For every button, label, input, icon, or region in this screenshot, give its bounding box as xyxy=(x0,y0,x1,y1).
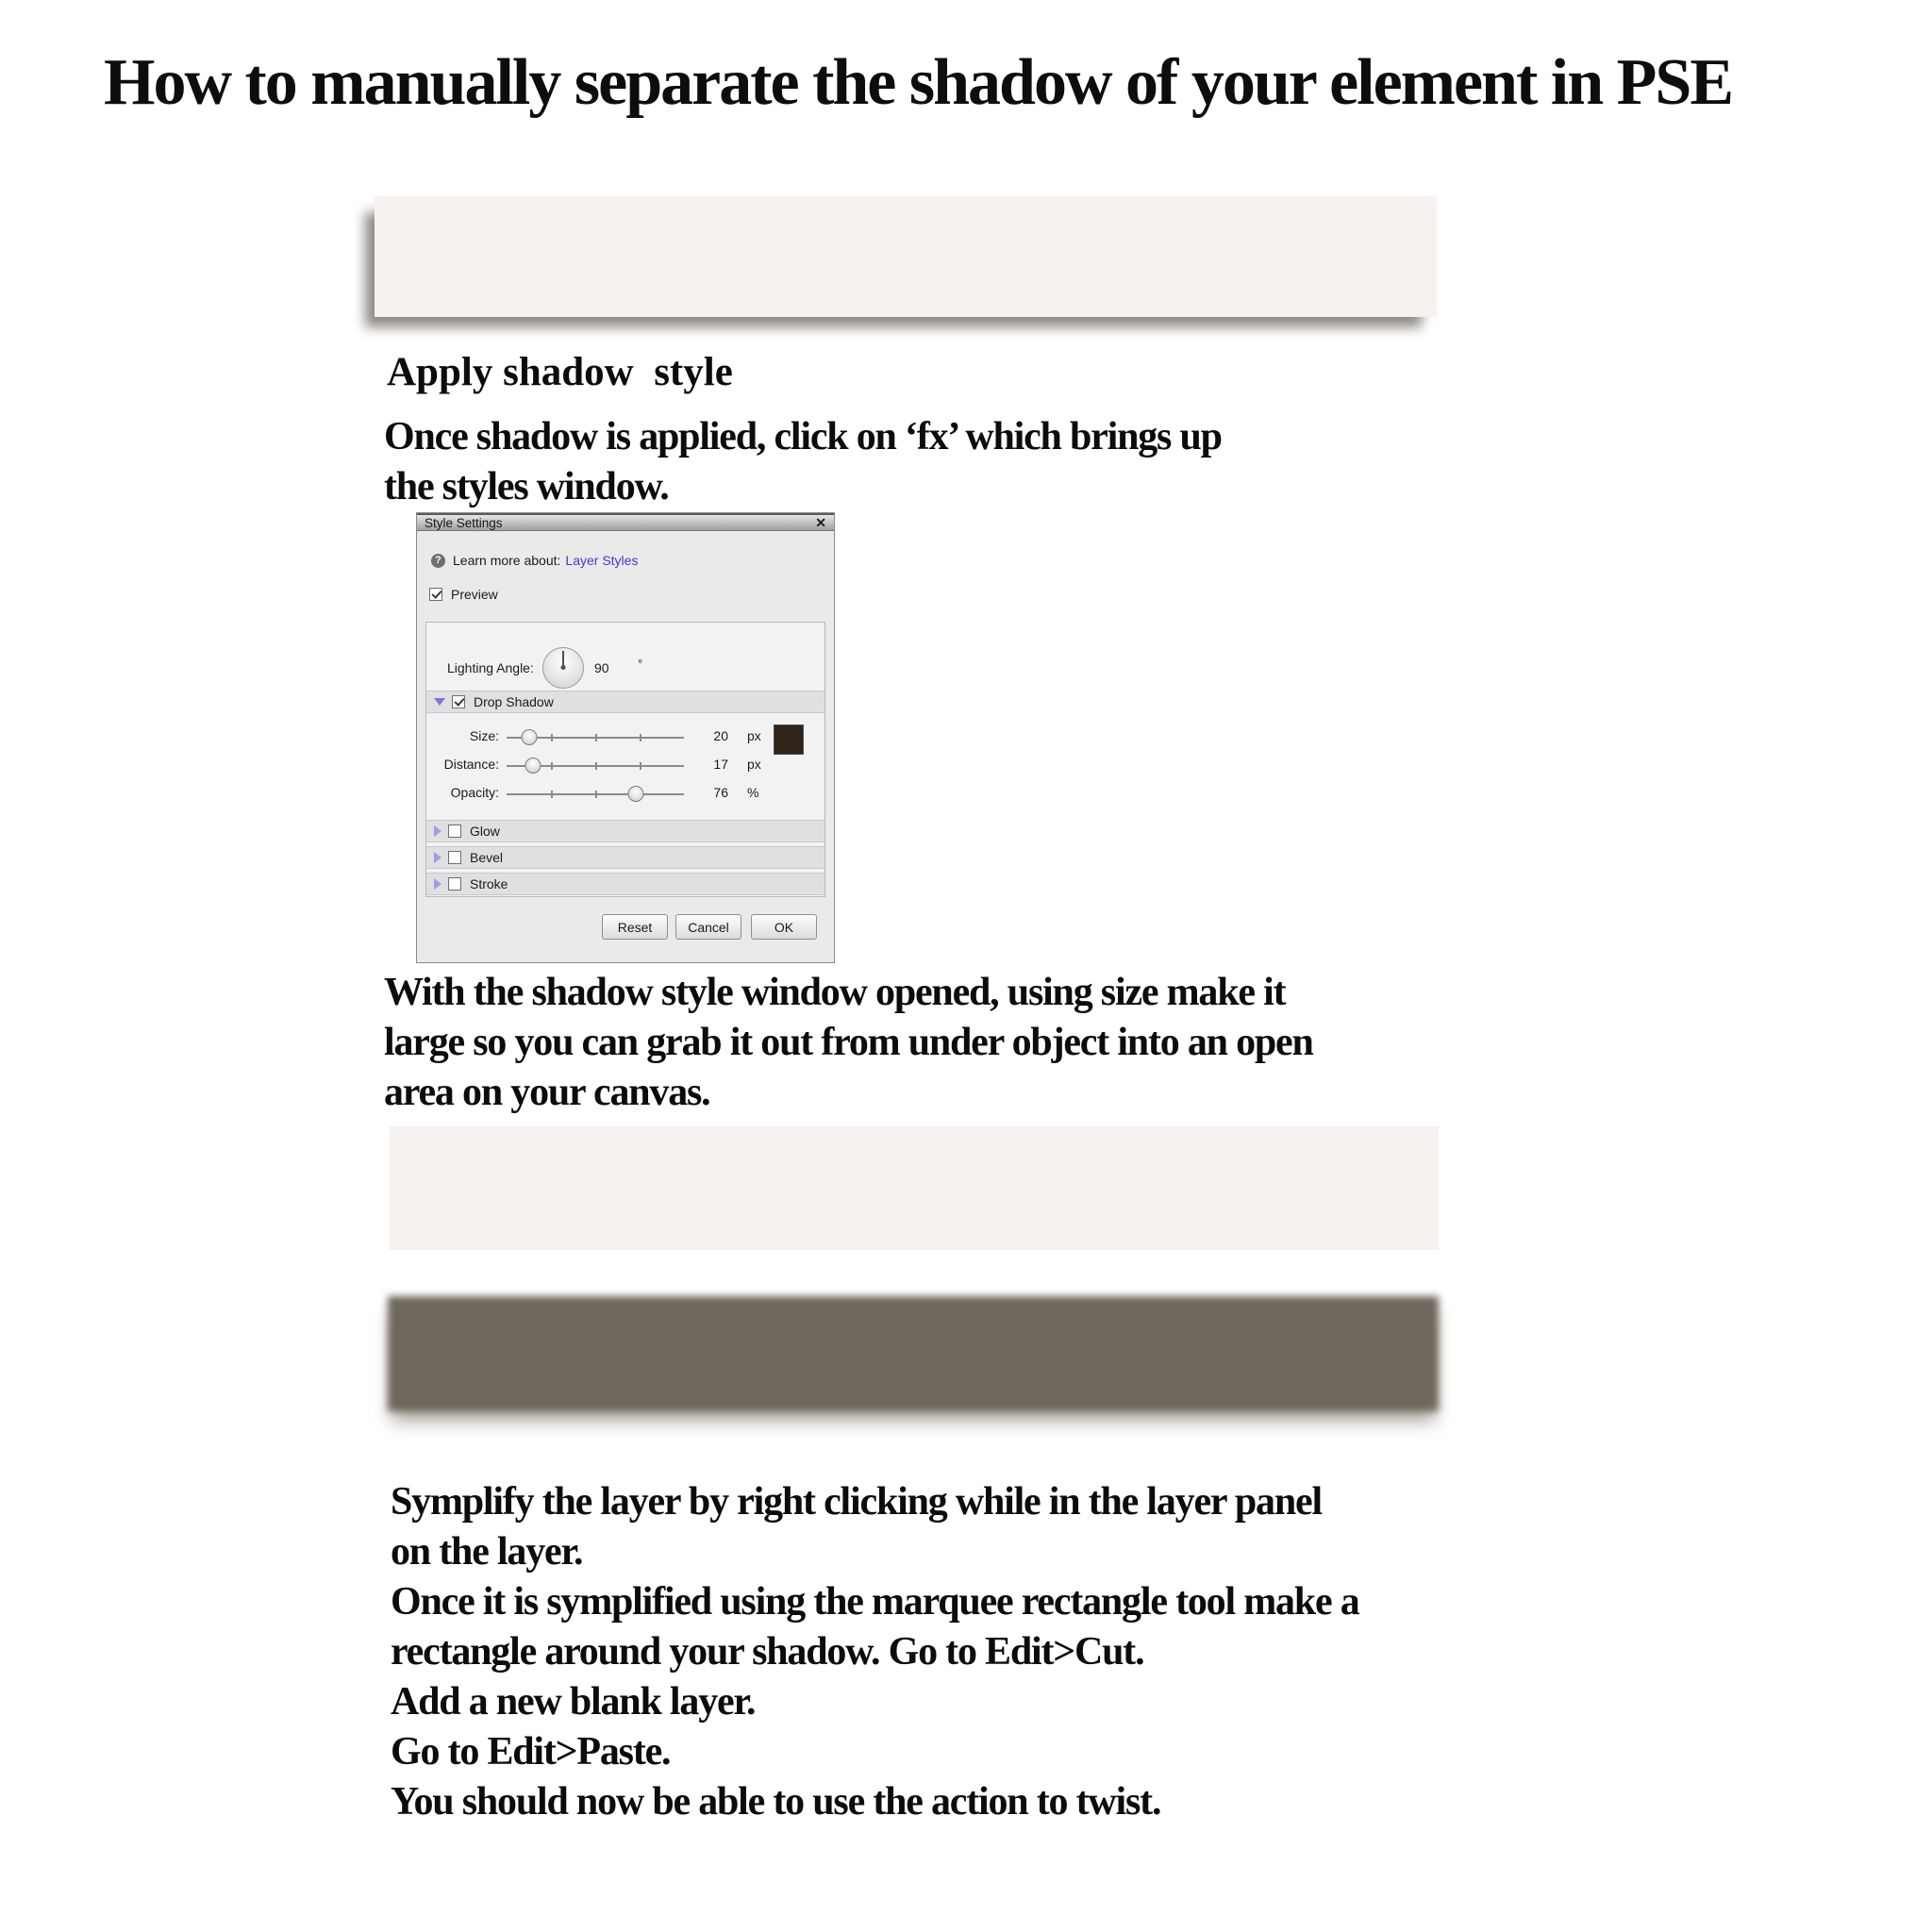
style-settings-dialog xyxy=(416,512,835,963)
size-value: 20 xyxy=(713,728,728,743)
bevel-label: Bevel xyxy=(470,850,504,865)
size-slider-track[interactable] xyxy=(507,737,684,739)
dialog-title: Style Settings xyxy=(425,515,503,530)
text-line: rectangle around your shadow. Go to Edit>Cut. xyxy=(391,1630,1144,1674)
cancel-button[interactable]: Cancel xyxy=(675,914,741,940)
distance-value: 17 xyxy=(713,757,728,772)
dialog-buttons xyxy=(417,914,834,940)
opacity-slider-track[interactable] xyxy=(507,793,684,795)
slider-tick xyxy=(595,734,597,741)
text-line: large so you can grab it out from under object into an open xyxy=(384,1021,1313,1064)
slider-tick xyxy=(595,791,597,798)
chevron-down-icon[interactable] xyxy=(434,698,445,706)
apply-shadow-caption: Apply shadow style xyxy=(387,350,733,394)
learn-more-row xyxy=(431,553,638,568)
reset-button[interactable]: Reset xyxy=(602,914,668,940)
dialog-titlebar[interactable] xyxy=(417,513,834,531)
stroke-label: Stroke xyxy=(470,876,508,891)
size-slider-row xyxy=(426,728,824,747)
shadow-color-swatch[interactable] xyxy=(774,724,804,755)
chevron-right-icon[interactable] xyxy=(434,852,441,863)
instruction-paragraph-2 xyxy=(384,968,1313,1118)
chevron-right-icon[interactable] xyxy=(434,825,441,837)
opacity-value: 76 xyxy=(713,785,728,800)
text-line: Symplify the layer by right clicking while in the layer panel xyxy=(391,1480,1322,1524)
settings-panel xyxy=(425,622,825,897)
stroke-section-header[interactable] xyxy=(426,873,824,895)
size-unit: px xyxy=(747,728,761,743)
lighting-angle-label: Lighting Angle: xyxy=(447,660,534,675)
instruction-paragraph-1 xyxy=(384,412,1222,512)
bevel-section-header[interactable] xyxy=(426,846,824,869)
opacity-slider-thumb[interactable] xyxy=(628,786,644,802)
slider-tick xyxy=(595,762,597,770)
text-line: area on your canvas. xyxy=(384,1071,710,1114)
size-slider-thumb[interactable] xyxy=(522,729,538,745)
drop-shadow-section-header[interactable] xyxy=(426,691,824,713)
drop-shadow-label: Drop Shadow xyxy=(474,694,554,709)
text-line: You should now be able to use the action to twist. xyxy=(391,1780,1161,1824)
layer-styles-link[interactable]: Layer Styles xyxy=(565,553,639,568)
slider-tick xyxy=(640,734,641,741)
separated-shadow-image xyxy=(388,1296,1439,1411)
ok-button[interactable]: OK xyxy=(751,914,817,940)
size-label: Size: xyxy=(469,728,499,743)
text-line: the styles window. xyxy=(384,465,669,508)
page-title: How to manually separate the shadow of your element in PSE xyxy=(104,46,1733,119)
slider-tick xyxy=(551,734,553,741)
element-with-shadow-image xyxy=(375,196,1437,317)
opacity-slider-row xyxy=(426,785,824,804)
text-line: Go to Edit>Paste. xyxy=(391,1730,671,1774)
opacity-unit: % xyxy=(747,785,759,800)
text-line: Once it is symplified using the marquee rectangle tool make a xyxy=(391,1580,1359,1624)
slider-tick xyxy=(551,762,553,770)
lighting-angle-value: 90 xyxy=(594,660,609,675)
close-icon[interactable]: ✕ xyxy=(815,515,826,530)
glow-label: Glow xyxy=(470,824,500,839)
stroke-checkbox[interactable] xyxy=(448,877,461,891)
preview-row xyxy=(429,587,498,602)
distance-slider-row xyxy=(426,757,824,775)
glow-section-header[interactable] xyxy=(426,820,824,842)
distance-unit: px xyxy=(747,757,761,772)
text-line: on the layer. xyxy=(391,1530,583,1574)
distance-slider-thumb[interactable] xyxy=(525,758,541,774)
glow-checkbox[interactable] xyxy=(448,824,461,838)
element-no-shadow-image xyxy=(390,1126,1439,1250)
distance-label: Distance: xyxy=(443,757,499,772)
slider-tick xyxy=(640,762,641,770)
help-icon: ? xyxy=(431,554,445,568)
text-line: Once shadow is applied, click on ‘fx’ which brings up xyxy=(384,415,1222,458)
chevron-right-icon[interactable] xyxy=(434,878,441,890)
preview-label: Preview xyxy=(451,587,498,602)
lighting-angle-dial[interactable] xyxy=(542,647,584,689)
text-line: Add a new blank layer. xyxy=(391,1680,756,1724)
bevel-checkbox[interactable] xyxy=(448,851,461,864)
slider-tick xyxy=(551,791,553,798)
degree-symbol: ° xyxy=(638,657,643,671)
preview-checkbox[interactable] xyxy=(429,588,442,601)
distance-slider-track[interactable] xyxy=(507,765,684,767)
instruction-paragraph-3 xyxy=(391,1477,1359,1827)
text-line: With the shadow style window opened, using size make it xyxy=(384,971,1286,1014)
learn-more-label: Learn more about: xyxy=(453,553,561,568)
drop-shadow-checkbox[interactable] xyxy=(452,695,465,708)
opacity-label: Opacity: xyxy=(450,785,499,800)
